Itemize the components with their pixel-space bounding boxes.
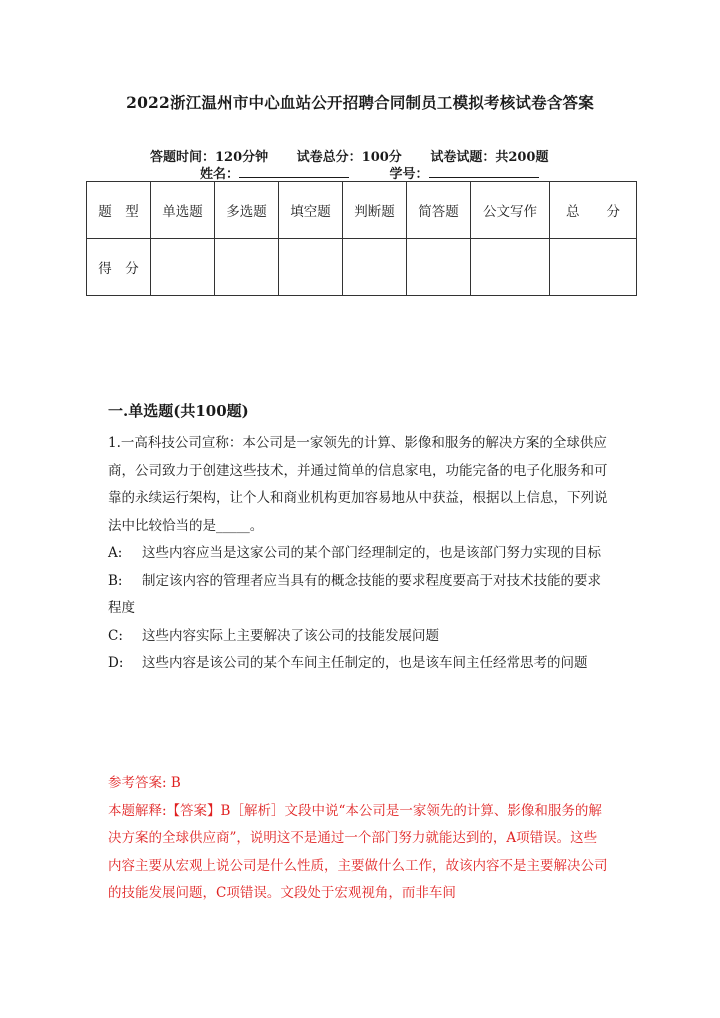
option-d	[108, 650, 608, 678]
page-title: 2022浙江温州市中心血站公开招聘合同制员工模拟考核试卷含答案	[126, 93, 594, 112]
score-value-row	[87, 239, 637, 296]
exam-count: 试卷试题：共200题	[430, 150, 549, 165]
header-label: 题 型	[87, 182, 151, 239]
option-label: C:	[108, 627, 123, 644]
col-doc: 公文写作	[471, 182, 550, 239]
section-title: 一.单选题(共100题)	[108, 402, 249, 420]
question-stem: 1.一高科技公司宣称：本公司是一家领先的计算、影像和服务的解决方案的全球供应商，公司致力于创建这些技术，并通过简单的信息家电，功能完备的电子化服务和可靠的永续运行架构，让个人和商业机构更加容易地从中获益，根据以上信息，下列说法中比较恰当的是_____。	[108, 435, 608, 534]
option-text: 这些内容实际上主要解决了该公司的技能发展问题	[142, 627, 439, 644]
score-header-row	[87, 182, 637, 239]
name-blank[interactable]	[239, 165, 349, 178]
score-cell	[279, 239, 343, 296]
name-label: 姓名：	[200, 167, 240, 182]
col-judge: 判断题	[343, 182, 407, 239]
option-text: 制定该内容的管理者应当具有的概念技能的要求程度要高于对技术技能的要求程度	[108, 572, 601, 616]
option-label: B:	[108, 572, 123, 589]
exam-total: 试卷总分：100分	[296, 150, 402, 165]
score-cell	[343, 239, 407, 296]
id-label: 学号：	[389, 167, 429, 182]
id-blank[interactable]	[429, 165, 539, 178]
option-label: D:	[108, 655, 124, 671]
option-b	[108, 568, 608, 623]
reference-answer: 参考答案: B	[108, 775, 181, 791]
col-short: 简答题	[407, 182, 471, 239]
col-multi: 多选题	[215, 182, 279, 239]
score-cell	[471, 239, 550, 296]
option-c	[108, 623, 608, 651]
option-a	[108, 540, 608, 568]
score-cell	[215, 239, 279, 296]
option-text: 这些内容应当是这家公司的某个部门经理制定的，也是该部门努力实现的目标	[142, 545, 601, 561]
score-cell	[407, 239, 471, 296]
score-cell	[151, 239, 215, 296]
student-info	[200, 163, 539, 182]
answer-block	[108, 770, 608, 908]
score-cell	[550, 239, 637, 296]
option-text: 这些内容是该公司的某个车间主任制定的，也是该车间主任经常思考的问题	[142, 655, 588, 671]
answer-explanation: 本题解释:【答案】B［解析］文段中说“本公司是一家领先的计算、影像和服务的解决方案的全球供应商”，说明这不是通过一个部门努力就能达到的，A项错误。这些内容主要从宏观上说公司是什么性质，主要做什么工作，故该内容不是主要解决公司的技能发展问题，C项错误。文段处于宏观视角，而非车间	[108, 802, 608, 901]
col-single: 单选题	[151, 182, 215, 239]
col-fill: 填空题	[279, 182, 343, 239]
col-total: 总 分	[550, 182, 637, 239]
exam-time: 答题时间：120分钟	[150, 150, 269, 165]
question-block	[108, 430, 608, 678]
score-table	[86, 181, 637, 296]
row-label: 得 分	[87, 239, 151, 296]
option-label: A:	[108, 545, 123, 561]
